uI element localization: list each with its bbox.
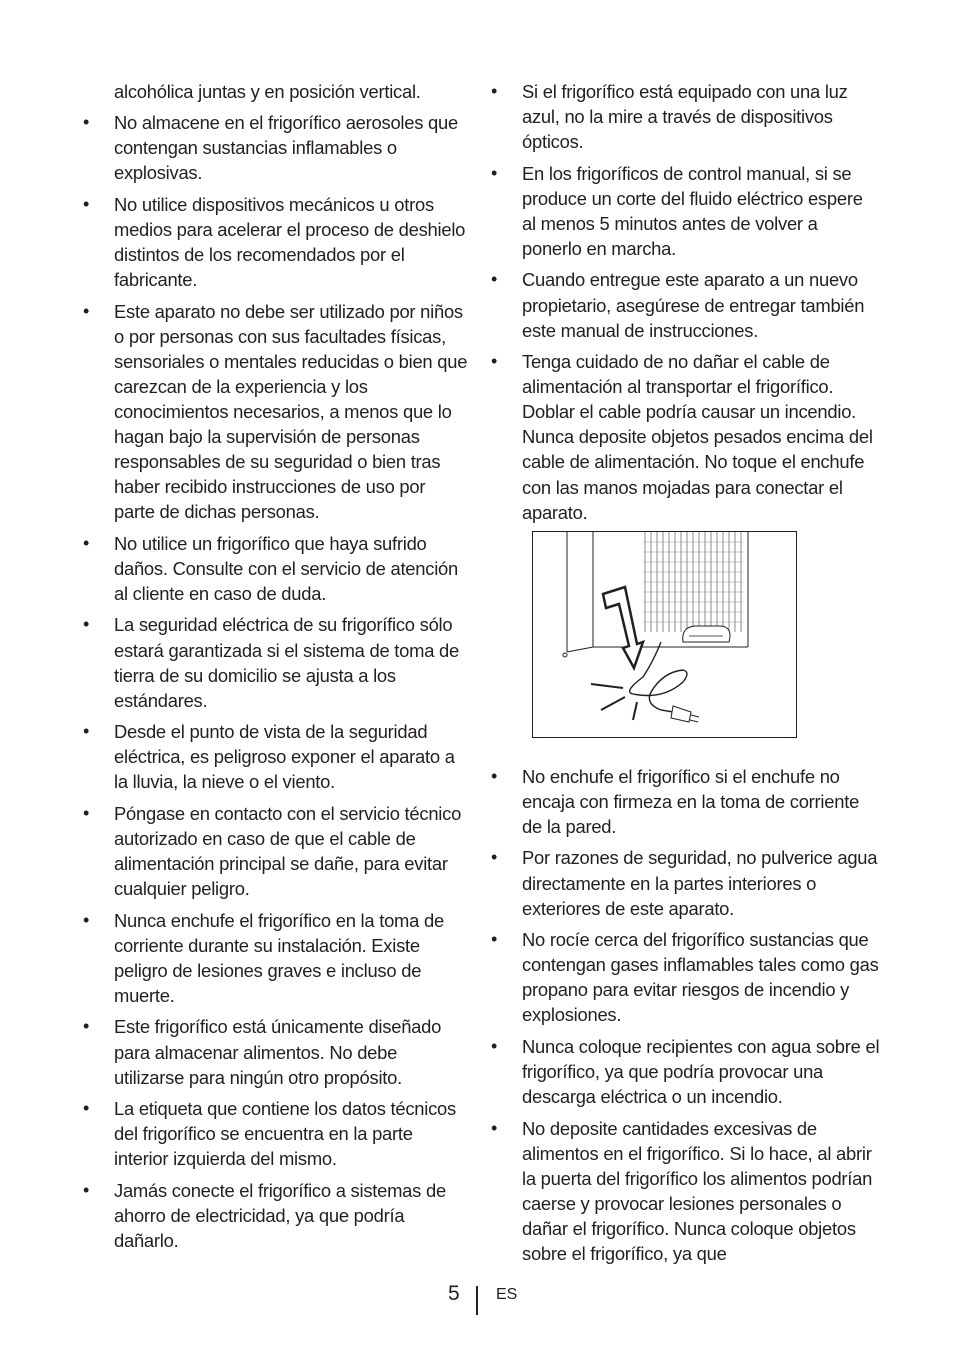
right-bullet-list-bottom [488, 764, 880, 1266]
bullet-icon: • [83, 1179, 90, 1200]
list-item-text: La etiqueta que contiene los datos técnicos del frigorífico se encuentra en la parte interior izquierda del mismo. [114, 1098, 456, 1170]
right-column [488, 79, 880, 1273]
bullet-icon: • [491, 162, 498, 183]
bullet-icon: • [491, 929, 498, 950]
list-item-text: No rocíe cerca del frigorífico sustancias que contengan gases inflamables tales como gas propano para evitar riesgos de incendio y explosiones. [522, 929, 879, 1026]
list-item-text: No utilice un frigorífico que haya sufrido daños. Consulte con el servicio de atención al cliente en caso de duda. [114, 532, 458, 604]
figure-spacer [488, 738, 880, 764]
list-item-text: La seguridad eléctrica de su frigorífico sólo estará garantizada si el sistema de toma de tierra de su domicilio se ajusta a los estándares. [114, 614, 459, 711]
list-item [488, 1034, 880, 1109]
bullet-icon: • [83, 614, 90, 635]
footer-divider [476, 1286, 478, 1315]
left-bullet-list [80, 110, 468, 1253]
fridge-cable-figure [532, 531, 797, 738]
bullet-icon: • [491, 81, 498, 101]
list-item [80, 719, 468, 794]
fridge-power-cable-warning-icon [533, 532, 796, 737]
list-item-text: No enchufe el frigorífico si el enchufe no encaja con firmeza en la toma de corriente de la pared. [522, 765, 860, 837]
list-item [488, 845, 880, 920]
page-number: 5 [448, 1282, 460, 1305]
page-footer [0, 1282, 954, 1318]
right-bullet-list-top [488, 79, 880, 525]
list-item-text: Este frigorífico está únicamente diseñado para almacenar alimentos. No debe utilizarse para ningún otro propósito. [114, 1016, 442, 1088]
list-item-text: No deposite cantidades excesivas de alimentos en el frigorífico. Si lo hace, al abrir la puerta del frigorífico los alimentos podrían caerse y provocar lesiones personales o dañar el frigorífico. Nunca coloque objetos sobre el frigorífico, ya que [522, 1117, 873, 1265]
bullet-icon: • [83, 532, 90, 553]
list-item-text: Cuando entregue este aparato a un nuevo propietario, asegúrese de entregar también este manual de instrucciones. [522, 269, 865, 341]
list-item-text: No utilice dispositivos mecánicos u otros medios para acelerar el proceso de deshielo distintos de los recomendados por el fabricante. [114, 193, 466, 291]
list-item-text: Desde el punto de vista de la seguridad eléctrica, es peligroso exponer el aparato a la lluvia, la nieve o el viento. [114, 721, 455, 793]
list-item-text: Este aparato no debe ser utilizado por niños o por personas con sus facultades físicas, sensoriales o mentales reducidas o bien que carezcan de la experiencia y los conocimientos necesarios, a menos que lo hagan bajo la supervisión de personas responsables de su seguridad o bien tras haber recibido instrucciones de uso por parte de dichas personas. [114, 300, 468, 523]
list-item-text: Jamás conecte el frigorífico a sistemas de ahorro de electricidad, ya que podría dañarlo. [114, 1179, 446, 1251]
list-item-text: Si el frigorífico está equipado con una luz azul, no la mire a través de dispositivos ópticos. [522, 81, 848, 153]
list-item [488, 764, 880, 839]
list-item [488, 349, 880, 525]
list-item [80, 531, 468, 606]
list-item-text: Póngase en contacto con el servicio técnico autorizado en caso de que el cable de alimentación principal se dañe, para evitar cualquier peligro. [114, 802, 462, 900]
bullet-icon: • [83, 721, 90, 742]
bullet-icon: • [83, 300, 90, 321]
list-item [488, 1116, 880, 1267]
bullet-icon: • [83, 193, 90, 214]
bullet-icon: • [491, 1035, 498, 1056]
list-item [80, 1014, 468, 1089]
list-item [488, 267, 880, 342]
list-item [80, 110, 468, 185]
list-item [80, 192, 468, 292]
list-item-text: Por razones de seguridad, no pulverice agua directamente en la partes interiores o exteriores de este aparato. [522, 847, 878, 919]
list-item [488, 161, 880, 261]
left-column [80, 79, 468, 1259]
list-item-text: Nunca coloque recipientes con agua sobre el frigorífico, ya que podría provocar una descarga eléctrica o un incendio. [522, 1035, 880, 1108]
bullet-icon: • [83, 1098, 90, 1119]
list-item-text: No almacene en el frigorífico aerosoles que contengan sustancias inflamables o explosivas. [114, 112, 458, 184]
bullet-icon: • [491, 1117, 498, 1138]
bullet-icon: • [491, 269, 498, 290]
list-item [80, 299, 468, 525]
bullet-icon: • [491, 765, 498, 786]
list-item [488, 927, 880, 1027]
list-item [80, 801, 468, 901]
list-item-text: En los frigoríficos de control manual, si se produce un corte del fluido eléctrico espere al menos 5 minutos antes de volver a ponerlo en marcha. [522, 162, 863, 259]
bullet-icon: • [83, 909, 90, 930]
continuation-text: alcohólica juntas y en posición vertical. [114, 81, 421, 102]
list-item [80, 612, 468, 712]
list-item [80, 908, 468, 1008]
list-item-text: Tenga cuidado de no dañar el cable de alimentación al transportar el frigorífico. Doblar el cable podría causar un incendio. Nunca deposite objetos pesados encima del cable de alimentación. No toque el enchufe con las manos mojadas para conectar el aparato. [522, 351, 873, 523]
language-code: ES [496, 1286, 518, 1303]
list-item [80, 1096, 468, 1171]
list-item [80, 1178, 468, 1253]
bullet-icon: • [491, 351, 498, 372]
bullet-icon: • [83, 112, 90, 133]
list-item [488, 79, 880, 154]
list-item-text: Nunca enchufe el frigorífico en la toma de corriente durante su instalación. Existe peligro de lesiones graves e incluso de muerte. [114, 909, 444, 1006]
bullet-icon: • [83, 1016, 90, 1037]
bullet-icon: • [83, 802, 90, 823]
bullet-icon: • [491, 847, 498, 868]
